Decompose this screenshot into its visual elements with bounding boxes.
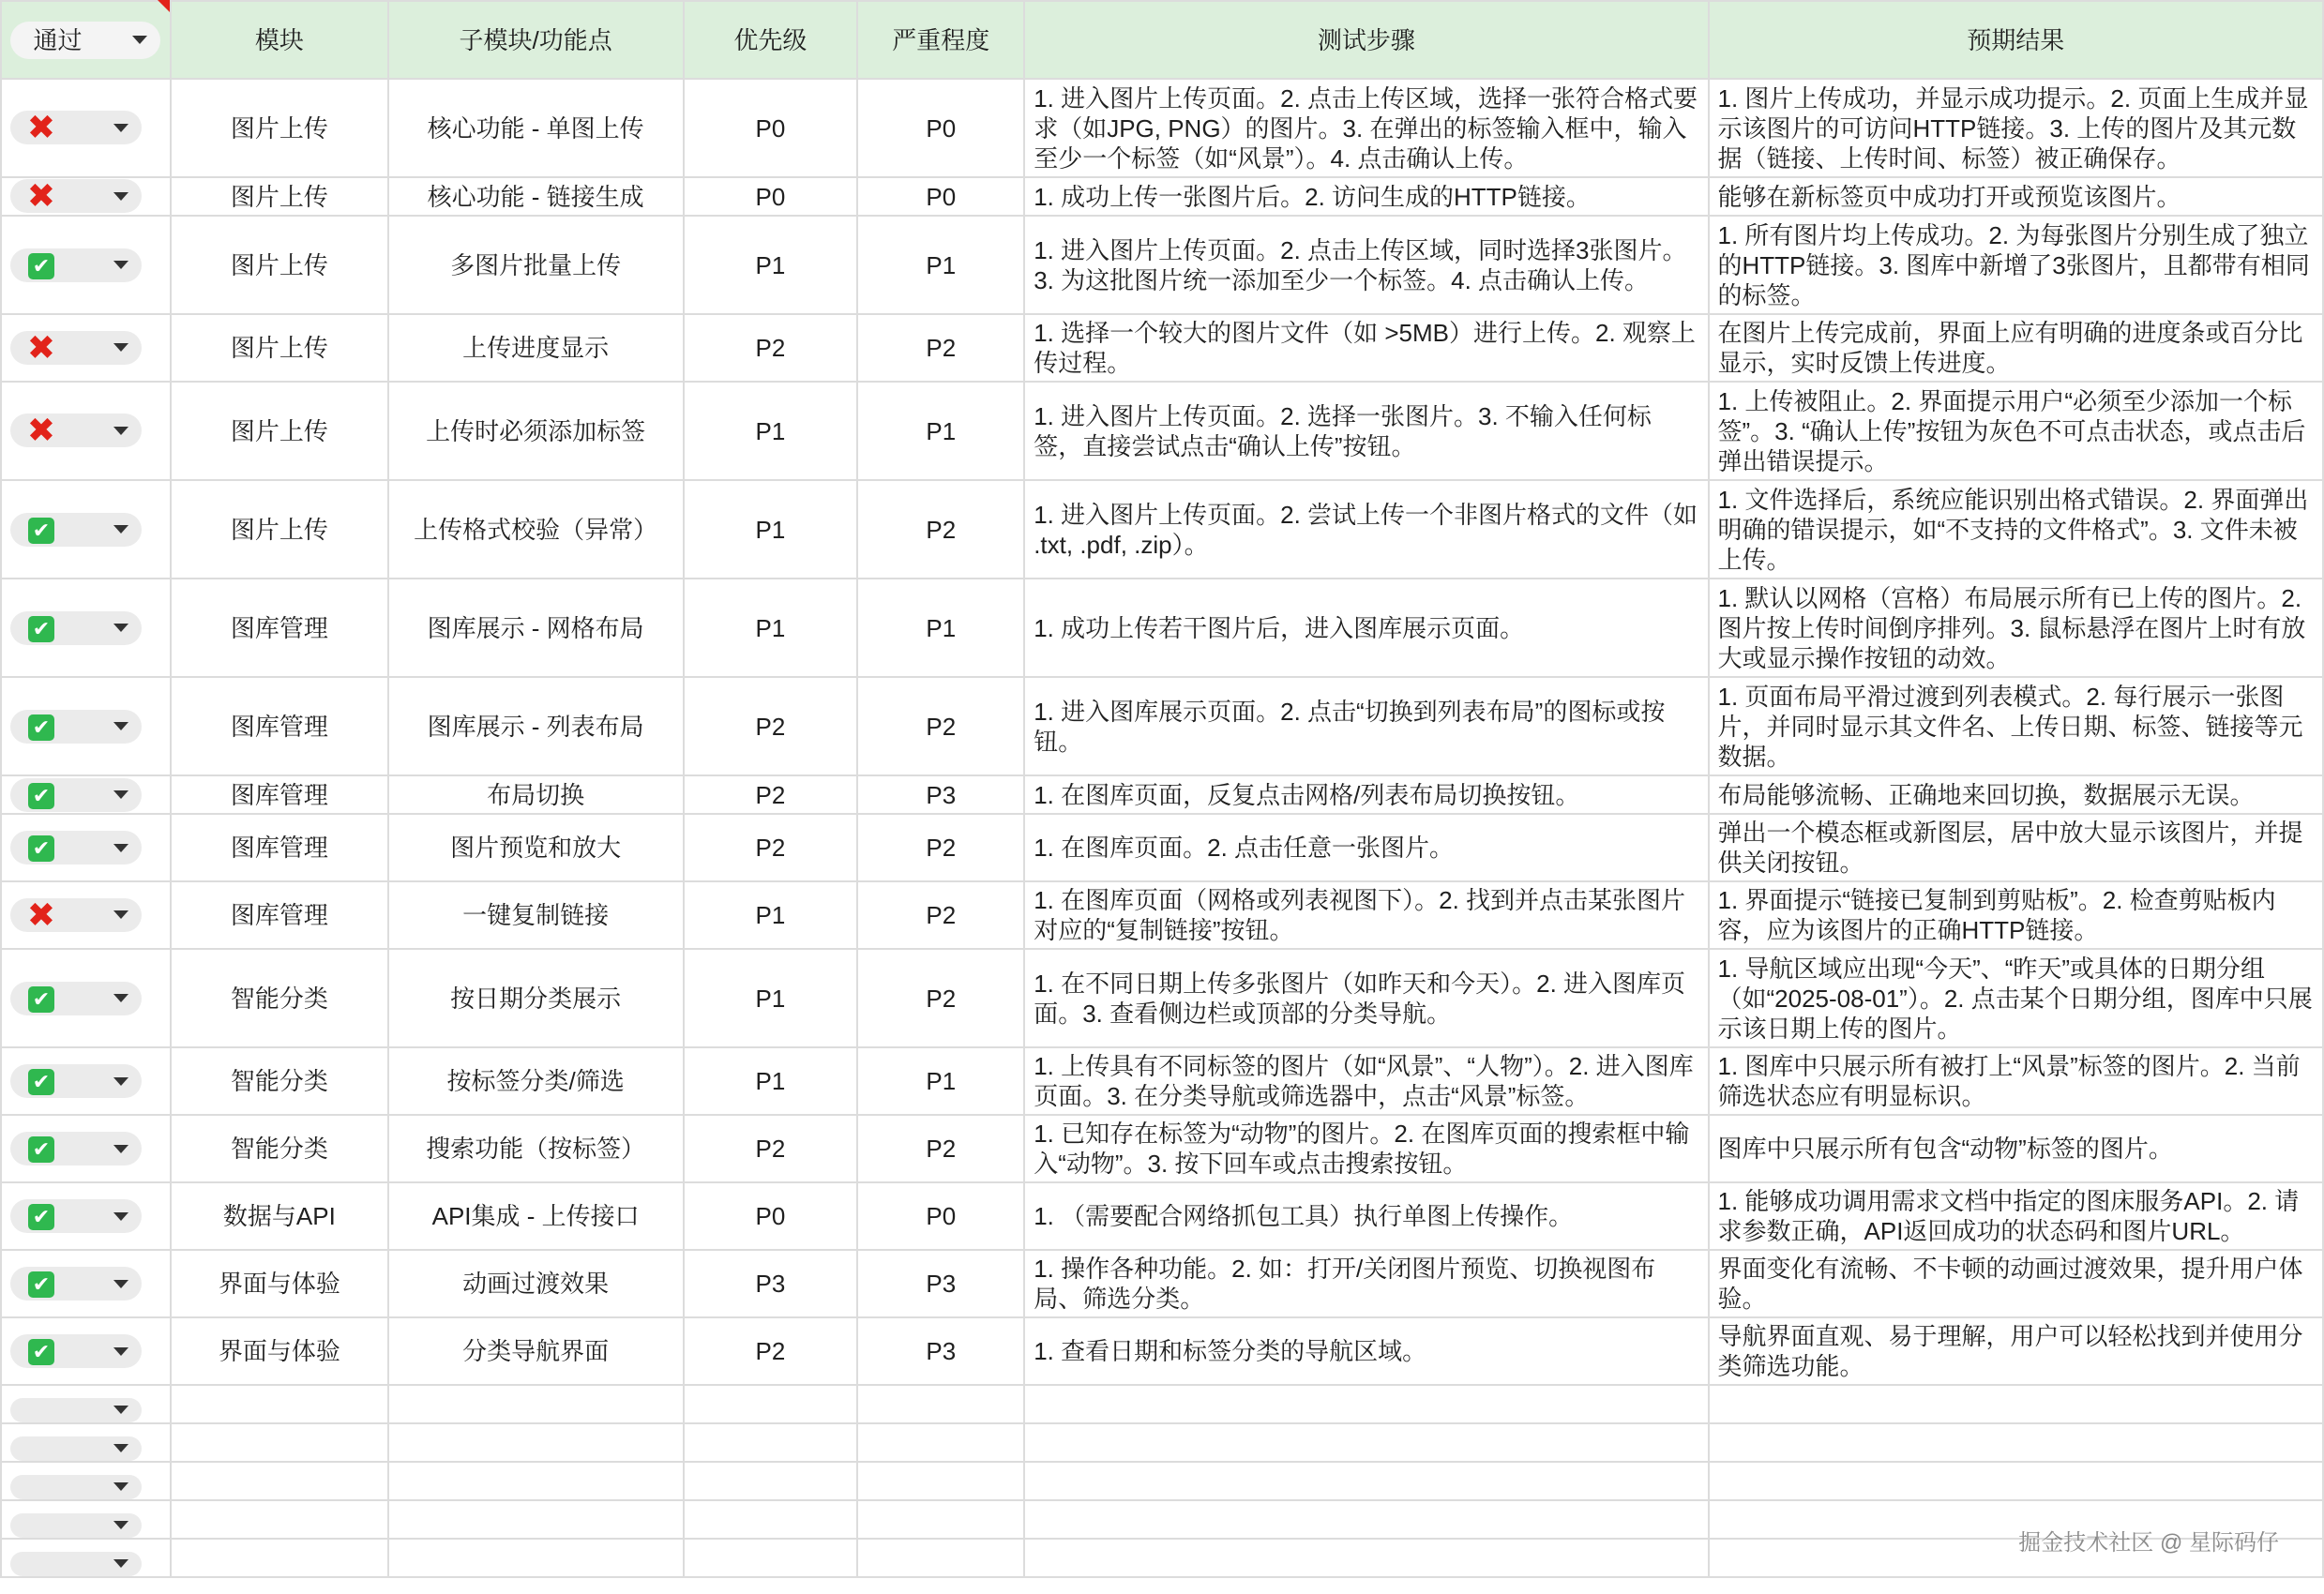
status-cell[interactable] [1,480,171,579]
status-dropdown[interactable] [10,1513,142,1538]
chevron-down-icon [113,261,128,269]
module-cell[interactable]: 图片上传 [171,177,388,216]
table-row [1,1182,2323,1250]
module-cell[interactable]: 图库管理 [171,677,388,775]
chevron-down-icon [113,1347,128,1356]
status-dropdown[interactable] [10,248,142,282]
priority-cell[interactable]: P1 [684,382,858,480]
priority-cell[interactable]: P0 [684,1182,858,1250]
priority-cell[interactable]: P1 [684,480,858,579]
table-row [1,216,2323,314]
severity-cell[interactable]: P1 [857,216,1024,314]
empty-cell[interactable] [1024,1539,1708,1577]
status-cell[interactable] [1,1047,171,1115]
status-cell[interactable] [1,1182,171,1250]
table-row [1,1250,2323,1317]
status-filter-dropdown[interactable] [10,22,160,59]
expected-cell[interactable]: 界面变化有流畅、不卡顿的动画过渡效果，提升用户体验。 [1709,1250,2323,1317]
feature-cell[interactable]: 布局切换 [388,775,684,814]
priority-cell[interactable]: P2 [684,1317,858,1385]
priority-cell[interactable]: P1 [684,579,858,677]
status-dropdown[interactable] [10,513,142,547]
chevron-down-icon [113,427,128,435]
severity-cell[interactable]: P2 [857,1115,1024,1182]
steps-cell[interactable]: 1. 成功上传若干图片后，进入图库展示页面。 [1024,579,1708,677]
chevron-down-icon [132,36,147,44]
chevron-down-icon [113,1145,128,1153]
empty-row [1,1385,2323,1423]
status-dropdown[interactable] [10,1064,142,1098]
feature-cell[interactable]: 按标签分类/筛选 [388,1047,684,1115]
module-cell[interactable]: 图片上传 [171,216,388,314]
empty-cell[interactable] [388,1423,684,1462]
steps-cell[interactable]: 1. 选择一个较大的图片文件（如 >5MB）进行上传。2. 观察上传过程。 [1024,314,1708,382]
chevron-down-icon [113,525,128,534]
priority-cell[interactable]: P2 [684,314,858,382]
empty-cell[interactable] [388,1462,684,1500]
feature-cell[interactable]: 上传时必须添加标签 [388,382,684,480]
expected-cell[interactable]: 1. 图库中只展示所有被打上“风景”标签的图片。2. 当前筛选状态应有明显标识。 [1709,1047,2323,1115]
chevron-down-icon [113,1406,128,1414]
expected-cell[interactable]: 能够在新标签页中成功打开或预览该图片。 [1709,177,2323,216]
status-dropdown[interactable] [10,982,142,1015]
module-cell[interactable]: 智能分类 [171,1047,388,1115]
steps-cell[interactable]: 1. 在图库页面（网格或列表视图下）。2. 找到并点击某张图片对应的“复制链接”按钮。 [1024,881,1708,949]
table-row [1,1115,2323,1182]
status-cell[interactable] [1,79,171,177]
feature-cell[interactable]: API集成 - 上传接口 [388,1182,684,1250]
check-icon: ✔ [10,710,72,744]
chevron-down-icon [113,1521,128,1529]
empty-cell[interactable] [171,1423,388,1462]
status-column-header[interactable] [1,1,171,79]
empty-cell[interactable] [857,1385,1024,1423]
steps-cell[interactable]: 1. 上传具有不同标签的图片（如“风景”、“人物”）。2. 进入图库页面。3. 在分类导航或筛选器中，点击“风景”标签。 [1024,1047,1708,1115]
empty-row [1,1462,2323,1500]
cross-icon: ✖ [26,108,56,146]
status-dropdown[interactable] [10,179,142,213]
steps-cell[interactable]: 1. （需要配合网络抓包工具）执行单图上传操作。 [1024,1182,1708,1250]
severity-cell[interactable]: P2 [857,814,1024,881]
severity-cell[interactable]: P3 [857,1317,1024,1385]
empty-cell[interactable] [684,1385,858,1423]
status-cell[interactable] [1,1539,171,1577]
column-header-steps[interactable]: 测试步骤 [1024,1,1708,79]
table-row [1,79,2323,177]
chevron-down-icon [113,1559,128,1568]
check-icon: ✔ [10,513,72,547]
empty-cell[interactable] [1024,1500,1708,1539]
status-dropdown[interactable] [10,710,142,744]
feature-cell[interactable]: 一键复制链接 [388,881,684,949]
steps-cell[interactable]: 1. 进入图片上传页面。2. 点击上传区域，选择一张符合格式要求（如JPG, PNG）的图片。3. 在弹出的标签输入框中，输入至少一个标签（如“风景”）。4. 点击确认上传。 [1024,79,1708,177]
status-cell[interactable] [1,382,171,480]
empty-cell[interactable] [857,1423,1024,1462]
check-icon: ✔ [10,982,72,1015]
empty-cell[interactable] [1024,1423,1708,1462]
chevron-down-icon [113,994,128,1002]
steps-cell[interactable]: 1. 查看日期和标签分类的导航区域。 [1024,1317,1708,1385]
severity-cell[interactable]: P0 [857,1182,1024,1250]
empty-cell[interactable] [388,1500,684,1539]
status-dropdown[interactable] [10,1475,142,1499]
severity-cell[interactable]: P2 [857,677,1024,775]
steps-cell[interactable]: 1. 在图库页面。2. 点击任意一张图片。 [1024,814,1708,881]
empty-cell[interactable] [171,1500,388,1539]
priority-cell[interactable]: P1 [684,216,858,314]
empty-cell[interactable] [684,1539,858,1577]
module-cell[interactable]: 图片上传 [171,480,388,579]
column-header-feature[interactable]: 子模块/功能点 [388,1,684,79]
status-cell[interactable] [1,1115,171,1182]
empty-cell[interactable] [684,1423,858,1462]
feature-cell[interactable]: 分类导航界面 [388,1317,684,1385]
priority-cell[interactable]: P0 [684,79,858,177]
severity-cell[interactable]: P1 [857,382,1024,480]
status-dropdown[interactable] [10,611,142,645]
check-icon: ✔ [10,778,72,812]
table-row [1,1317,2323,1385]
chevron-down-icon [113,910,128,919]
status-dropdown[interactable] [10,1398,142,1422]
module-cell[interactable]: 图库管理 [171,775,388,814]
module-cell[interactable]: 图库管理 [171,881,388,949]
chevron-down-icon [113,1212,128,1221]
priority-cell[interactable]: P1 [684,1047,858,1115]
priority-cell[interactable]: P2 [684,814,858,881]
module-cell[interactable]: 界面与体验 [171,1317,388,1385]
severity-cell[interactable]: P1 [857,579,1024,677]
chevron-down-icon [113,722,128,730]
expected-cell[interactable]: 1. 图片上传成功，并显示成功提示。2. 页面上生成并显示该图片的可访问HTTP链接。3. 上传的图片及其元数据（链接、上传时间、标签）被正确保存。 [1709,79,2323,177]
severity-cell[interactable]: P3 [857,1250,1024,1317]
empty-row [1,1500,2323,1539]
severity-cell[interactable]: P2 [857,314,1024,382]
feature-cell[interactable]: 搜索功能（按标签） [388,1115,684,1182]
module-cell[interactable]: 图片上传 [171,314,388,382]
check-icon: ✔ [10,611,72,645]
expected-cell[interactable]: 1. 文件选择后，系统应能识别出格式错误。2. 界面弹出明确的错误提示，如“不支持的文件格式”。3. 文件未被上传。 [1709,480,2323,579]
table-row [1,314,2323,382]
cross-icon: ✖ [26,177,56,215]
status-dropdown[interactable] [10,831,142,865]
severity-cell[interactable]: P2 [857,480,1024,579]
expected-cell[interactable]: 1. 上传被阻止。2. 界面提示用户“必须至少添加一个标签”。3. “确认上传”按钮为灰色不可点击状态，或点击后弹出错误提示。 [1709,382,2323,480]
steps-cell[interactable]: 1. 进入图片上传页面。2. 选择一张图片。3. 不输入任何标签，直接尝试点击“确认上传”按钮。 [1024,382,1708,480]
module-cell[interactable]: 图库管理 [171,814,388,881]
chevron-down-icon [113,624,128,632]
severity-cell[interactable]: P2 [857,949,1024,1047]
empty-cell[interactable] [857,1500,1024,1539]
check-icon: ✔ [10,1132,72,1165]
status-cell[interactable] [1,1385,171,1423]
status-dropdown[interactable] [10,1267,142,1301]
cross-icon: ✖ [26,895,56,934]
status-cell[interactable] [1,1500,171,1539]
feature-cell[interactable]: 核心功能 - 单图上传 [388,79,684,177]
status-cell[interactable] [1,1423,171,1462]
expected-cell[interactable]: 1. 能够成功调用需求文档中指定的图床服务API。2. 请求参数正确，API返回成功的状态码和图片URL。 [1709,1182,2323,1250]
chevron-down-icon [113,192,128,201]
status-dropdown[interactable] [10,1334,142,1368]
table-row [1,1047,2323,1115]
feature-cell[interactable]: 图库展示 - 网格布局 [388,579,684,677]
chevron-down-icon [113,1444,128,1452]
steps-cell[interactable]: 1. 在不同日期上传多张图片（如昨天和今天）。2. 进入图库页面。3. 查看侧边栏或顶部的分类导航。 [1024,949,1708,1047]
empty-cell[interactable] [171,1539,388,1577]
chevron-down-icon [113,790,128,799]
table-row [1,949,2323,1047]
module-cell[interactable]: 图库管理 [171,579,388,677]
empty-cell[interactable] [171,1385,388,1423]
feature-cell[interactable]: 多图片批量上传 [388,216,684,314]
empty-cell[interactable] [684,1462,858,1500]
empty-cell[interactable] [388,1539,684,1577]
feature-cell[interactable]: 核心功能 - 链接生成 [388,177,684,216]
feature-cell[interactable]: 上传进度显示 [388,314,684,382]
steps-cell[interactable]: 1. 在图库页面，反复点击网格/列表布局切换按钮。 [1024,775,1708,814]
status-dropdown[interactable] [10,108,142,146]
module-cell[interactable]: 图片上传 [171,79,388,177]
module-cell[interactable]: 智能分类 [171,1115,388,1182]
expected-cell[interactable]: 在图片上传完成前，界面上应有明确的进度条或百分比显示，实时反馈上传进度。 [1709,314,2323,382]
steps-cell[interactable]: 1. 进入图库展示页面。2. 点击“切换到列表布局”的图标或按钮。 [1024,677,1708,775]
chevron-down-icon [113,1077,128,1086]
status-cell[interactable] [1,1317,171,1385]
status-cell[interactable] [1,1462,171,1500]
status-cell[interactable] [1,949,171,1047]
empty-cell[interactable] [388,1385,684,1423]
empty-cell[interactable] [1709,1385,2323,1423]
expected-cell[interactable]: 导航界面直观、易于理解，用户可以轻松找到并使用分类筛选功能。 [1709,1317,2323,1385]
chevron-down-icon [113,343,128,352]
status-cell[interactable] [1,814,171,881]
status-dropdown[interactable] [10,778,142,812]
check-icon: ✔ [10,1064,72,1098]
status-cell[interactable] [1,881,171,949]
column-header-expected[interactable]: 预期结果 [1709,1,2323,79]
empty-cell[interactable] [857,1539,1024,1577]
steps-cell[interactable]: 1. 进入图片上传页面。2. 尝试上传一个非图片格式的文件（如 .txt, .pdf, .zip）。 [1024,480,1708,579]
status-cell[interactable] [1,314,171,382]
module-cell[interactable]: 智能分类 [171,949,388,1047]
table-row [1,177,2323,216]
severity-cell[interactable]: P0 [857,79,1024,177]
steps-cell[interactable]: 1. 进入图片上传页面。2. 点击上传区域，同时选择3张图片。3. 为这批图片统一添加至少一个标签。4. 点击确认上传。 [1024,216,1708,314]
cross-icon: ✖ [26,327,56,367]
column-header-severity[interactable]: 严重程度 [857,1,1024,79]
priority-cell[interactable]: P2 [684,1115,858,1182]
status-dropdown[interactable] [10,1552,142,1576]
expected-cell[interactable]: 图库中只展示所有包含“动物”标签的图片。 [1709,1115,2323,1182]
status-dropdown[interactable] [10,1132,142,1165]
expected-cell[interactable]: 1. 界面提示“链接已复制到剪贴板”。2. 检查剪贴板内容，应为该图片的正确HTTP链接。 [1709,881,2323,949]
chevron-down-icon [113,124,128,132]
feature-cell[interactable]: 上传格式校验（异常） [388,480,684,579]
feature-cell[interactable]: 动画过渡效果 [388,1250,684,1317]
priority-cell[interactable]: P0 [684,177,858,216]
empty-row [1,1539,2323,1577]
empty-cell[interactable] [1709,1423,2323,1462]
expected-cell[interactable]: 1. 页面布局平滑过渡到列表模式。2. 每行展示一张图片，并同时显示其文件名、上传日期、标签、链接等元数据。 [1709,677,2323,775]
check-icon: ✔ [10,1267,72,1301]
steps-cell[interactable]: 1. 成功上传一张图片后。2. 访问生成的HTTP链接。 [1024,177,1708,216]
status-cell[interactable] [1,177,171,216]
severity-cell[interactable]: P1 [857,1047,1024,1115]
empty-cell[interactable] [1024,1385,1708,1423]
priority-cell[interactable]: P3 [684,1250,858,1317]
status-dropdown[interactable] [10,1199,142,1233]
check-icon: ✔ [10,1199,72,1233]
check-icon: ✔ [10,831,72,865]
module-cell[interactable]: 图片上传 [171,382,388,480]
severity-cell[interactable]: P2 [857,881,1024,949]
steps-cell[interactable]: 1. 已知存在标签为“动物”的图片。2. 在图库页面的搜索框中输入“动物”。3. 按下回车或点击搜索按钮。 [1024,1115,1708,1182]
status-filter-label: 通过 [33,25,83,54]
table-row [1,677,2323,775]
priority-cell[interactable]: P1 [684,881,858,949]
table-row [1,579,2323,677]
status-dropdown[interactable] [10,1436,142,1461]
check-icon: ✔ [10,1334,72,1368]
module-cell[interactable]: 界面与体验 [171,1250,388,1317]
severity-cell[interactable]: P0 [857,177,1024,216]
priority-cell[interactable]: P2 [684,677,858,775]
status-cell[interactable] [1,775,171,814]
module-cell[interactable]: 数据与API [171,1182,388,1250]
status-dropdown[interactable] [10,895,142,934]
expected-cell[interactable]: 1. 默认以网格（宫格）布局展示所有已上传的图片。2. 图片按上传时间倒序排列。3. 鼠标悬浮在图片上时有放大或显示操作按钮的动效。 [1709,579,2323,677]
table-row [1,382,2323,480]
table-row [1,775,2323,814]
expected-cell[interactable]: 1. 导航区域应出现“今天”、“昨天”或具体的日期分组（如“2025-08-01”）。2. 点击某个日期分组，图库中只展示该日期上传的图片。 [1709,949,2323,1047]
status-dropdown[interactable] [10,327,142,367]
table-row [1,881,2323,949]
empty-cell[interactable] [171,1462,388,1500]
severity-cell[interactable]: P3 [857,775,1024,814]
header-row [1,1,2323,79]
empty-cell[interactable] [1024,1462,1708,1500]
table-row [1,480,2323,579]
cross-icon: ✖ [26,411,56,449]
watermark: 掘金技术社区 @ 星际码仔 [2018,1530,2279,1556]
status-cell[interactable] [1,677,171,775]
empty-cell[interactable] [857,1462,1024,1500]
status-cell[interactable] [1,579,171,677]
chevron-down-icon [113,1482,128,1491]
table-row [1,814,2323,881]
empty-row [1,1423,2323,1462]
comment-flag-icon [158,0,170,12]
column-header-priority[interactable]: 优先级 [684,1,858,79]
expected-cell[interactable]: 布局能够流畅、正确地来回切换，数据展示无误。 [1709,775,2323,814]
priority-cell[interactable]: P1 [684,949,858,1047]
feature-cell[interactable]: 按日期分类展示 [388,949,684,1047]
empty-cell[interactable] [684,1500,858,1539]
column-header-module[interactable]: 模块 [171,1,388,79]
chevron-down-icon [113,844,128,852]
empty-cell[interactable] [1709,1462,2323,1500]
status-cell[interactable] [1,1250,171,1317]
chevron-down-icon [113,1280,128,1288]
feature-cell[interactable]: 图库展示 - 列表布局 [388,677,684,775]
feature-cell[interactable]: 图片预览和放大 [388,814,684,881]
priority-cell[interactable]: P2 [684,775,858,814]
status-dropdown[interactable] [10,411,142,449]
check-icon: ✔ [10,248,72,282]
expected-cell[interactable]: 1. 所有图片均上传成功。2. 为每张图片分别生成了独立的HTTP链接。3. 图库中新增了3张图片，且都带有相同的标签。 [1709,216,2323,314]
expected-cell[interactable]: 弹出一个模态框或新图层，居中放大显示该图片，并提供关闭按钮。 [1709,814,2323,881]
status-cell[interactable] [1,216,171,314]
steps-cell[interactable]: 1. 操作各种功能。2. 如：打开/关闭图片预览、切换视图布局、筛选分类。 [1024,1250,1708,1317]
